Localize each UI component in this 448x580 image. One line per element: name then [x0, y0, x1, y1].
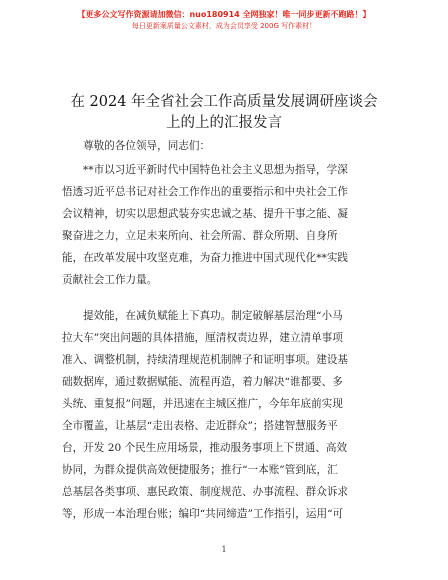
paragraph-2-line: 协同，为群众提供高效便捷服务；推行“一本账”管到底，汇 — [62, 464, 338, 476]
paragraph-2-line: 提效能，在减负赋能上下真功。制定破解基层治理“小马 — [83, 310, 343, 322]
promo-banner-line-2: 每日更新案质量公文素材，成为会员享受 200G 写作素材！ — [131, 22, 317, 30]
document-title-line-2: 上的上的汇报发言 — [166, 115, 282, 131]
paragraph-2-line: 总基层各类事项、惠民政策、制度规范、办事流程、群众诉求 — [62, 486, 349, 498]
paragraph-2-line: 等，形成一本治理台账；编印“共同缔造”工作指引，运用“可 — [62, 508, 344, 520]
paragraph-2-line: 台，开发 20 个民生应用场景，推动服务事项上下贯通、高效 — [62, 442, 348, 454]
paragraph-2-line: 全市覆盖，让基层“走出表格、走近群众”；搭建智慧服务平 — [62, 420, 338, 432]
paragraph-2-line: 头统、重复报”问题，并迅速在主城区推广，今年年底前实现 — [62, 398, 343, 410]
paragraph-1-line: **市以习近平新时代中国特色社会主义思想为指导，学深 — [83, 164, 348, 176]
paragraph-2-line: 础数据库，通过数据赋能、流程再造，着力解决“谁都要、多 — [62, 376, 343, 388]
page-number: 1 — [221, 545, 227, 554]
promo-banner-line-1: 【更多公文写作资源请加微信：nuo180914 全网独家！唯一同步更新不跑路！】 — [77, 10, 371, 19]
greeting: 尊敬的各位领导，同志们： — [83, 140, 211, 152]
paragraph-1-line: 能，在改革发展中攻坚克难，为奋力推进中国式现代化**实践 — [62, 252, 349, 264]
paragraph-2-line: 拉大车”突出问题的具体措施，厘清权责边界，建立清单事项 — [62, 332, 343, 344]
paragraph-2-line: 准入、调整机制，持续清理规范机制牌子和证明事项。建设基 — [62, 354, 349, 366]
paragraph-1-line: 贡献社会工作力量。 — [62, 274, 158, 286]
paragraph-1-line: 悟透习近平总书记对社会工作作出的重要指示和中央社会工作 — [62, 186, 349, 198]
paragraph-1-line: 会议精神，切实以思想武装夯实忠诚之基、提升干事之能、凝 — [62, 208, 349, 220]
document-title-line-1: 在 2024 年全省社会工作高质量发展调研座谈会 — [70, 94, 378, 110]
paragraph-1-line: 聚奋进之力，立足未来所向、社会所需、群众所期、自身所 — [62, 230, 338, 242]
